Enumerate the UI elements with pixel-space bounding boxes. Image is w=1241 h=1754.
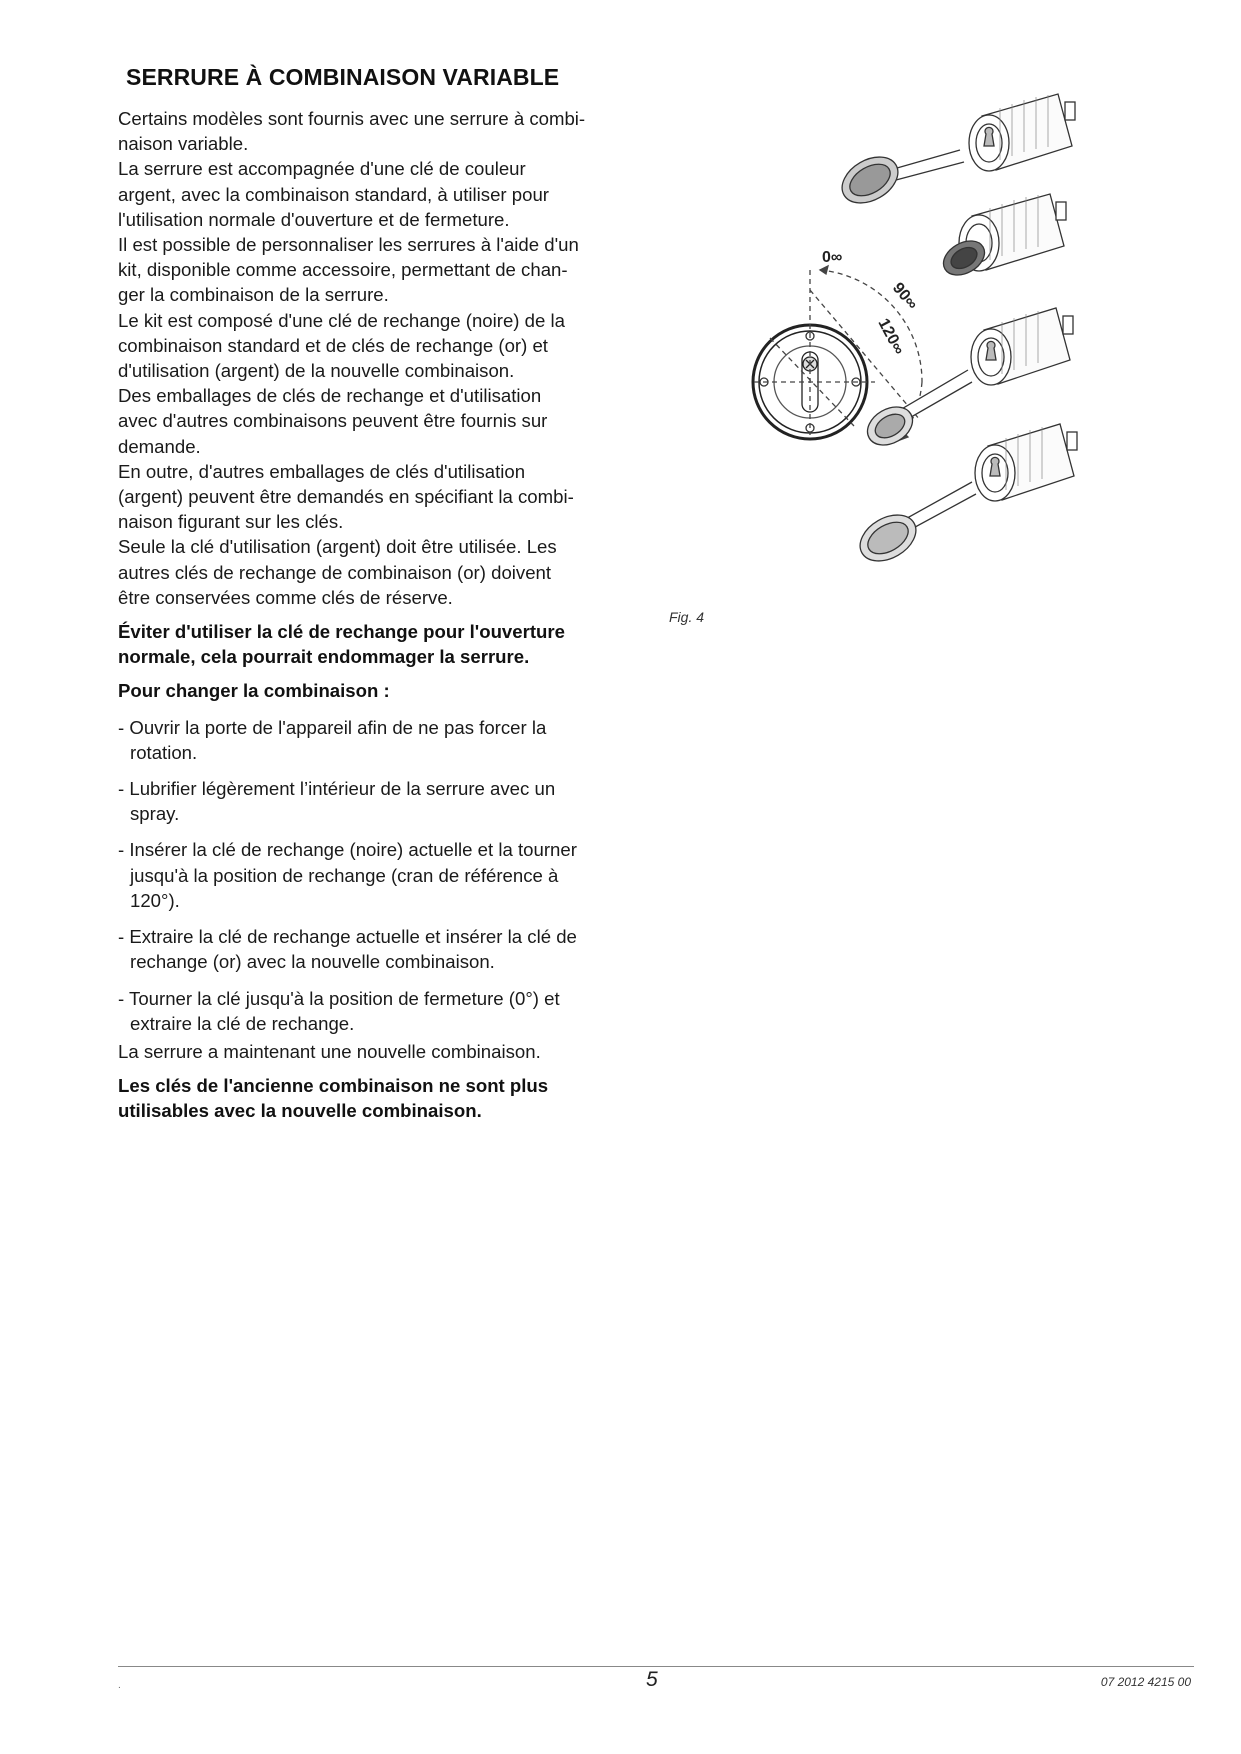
intro-paragraph xyxy=(118,106,643,610)
intro-line: combinaison standard et de clés de rechange (or) et xyxy=(118,334,548,356)
step-item xyxy=(118,776,643,826)
lock-face xyxy=(750,270,875,439)
page-number: 5 xyxy=(646,1668,658,1691)
cylinder-key-2 xyxy=(937,194,1066,282)
step-line: 120°). xyxy=(130,889,180,911)
figure-caption: Fig. 4 xyxy=(669,609,705,625)
step-line: jusqu'à la position de rechange (cran de référence à xyxy=(130,864,559,886)
intro-line: naison figurant sur les clés. xyxy=(118,511,344,533)
result-sentence: La serrure a maintenant une nouvelle combinaison. xyxy=(118,1040,541,1062)
warning-paragraph xyxy=(118,619,643,669)
final-warning-paragraph xyxy=(118,1073,643,1123)
intro-line: Le kit est composé d'une clé de rechange (noire) de la xyxy=(118,309,565,331)
intro-line: (argent) peuvent être demandés en spécifiant la combi- xyxy=(118,486,574,508)
step-line: - Tourner la clé jusqu'à la position de fermeture (0°) et xyxy=(118,987,560,1009)
text-column xyxy=(118,106,643,1124)
intro-line: demande. xyxy=(118,435,201,457)
angle-label-0: 0∞ xyxy=(822,249,843,266)
steps-heading: Pour changer la combinaison : xyxy=(118,680,390,702)
intro-line: avec d'autres combinaisons peuvent être fournis sur xyxy=(118,410,548,432)
step-line: - Lubrifier légèrement l’intérieur de la serrure avec un xyxy=(118,778,556,800)
final-warning-line: utilisables avec la nouvelle combinaison. xyxy=(118,1100,482,1122)
final-warning-line: Les clés de l'ancienne combinaison ne sont plus xyxy=(118,1075,549,1097)
intro-line: autres clés de rechange de combinaison (or) doivent xyxy=(118,561,552,583)
intro-line: Certains modèles sont fournis avec une serrure à combi- xyxy=(118,108,586,129)
step-line: - Ouvrir la porte de l'appareil afin de ne pas forcer la xyxy=(118,716,547,738)
step-item xyxy=(118,986,643,1036)
lock-figure xyxy=(750,90,1090,570)
intro-line: naison variable. xyxy=(118,133,249,155)
step-line: rechange (or) avec la nouvelle combinaison. xyxy=(130,951,495,973)
intro-line: d'utilisation (argent) de la nouvelle combinaison. xyxy=(118,360,515,382)
intro-line: être conservées comme clés de réserve. xyxy=(118,586,453,608)
step-line: rotation. xyxy=(130,741,198,763)
cylinder-key-4 xyxy=(852,424,1077,570)
step-item xyxy=(118,924,643,974)
document-code: 07 2012 4215 00 xyxy=(1100,1675,1191,1689)
intro-line: Des emballages de clés de rechange et d'utilisation xyxy=(118,385,542,407)
step-item xyxy=(118,715,643,765)
step-line: - Extraire la clé de rechange actuelle et insérer la clé de xyxy=(118,926,577,948)
intro-line: ger la combinaison de la serrure. xyxy=(118,284,389,306)
step-line: spray. xyxy=(130,803,180,825)
footer-dot: . xyxy=(118,1680,121,1691)
warning-line: Éviter d'utiliser la clé de rechange pour l'ouverture xyxy=(118,621,565,643)
intro-line: argent, avec la combinaison standard, à utiliser pour xyxy=(118,183,549,205)
intro-line: Il est possible de personnaliser les serrures à l'aide d'un xyxy=(118,234,579,256)
intro-line: Seule la clé d'utilisation (argent) doit être utilisée. Les xyxy=(118,536,557,558)
angle-label-90: 90∞ xyxy=(888,279,921,313)
footer-divider xyxy=(118,1666,1194,1667)
warning-line: normale, cela pourrait endommager la serrure. xyxy=(118,646,530,668)
cylinder-key-1 xyxy=(834,94,1075,212)
intro-line: En outre, d'autres emballages de clés d'utilisation xyxy=(118,460,526,482)
step-line: extraire la clé de rechange. xyxy=(130,1012,355,1034)
intro-line: kit, disponible comme accessoire, permettant de chan- xyxy=(118,259,568,281)
intro-line: l'utilisation normale d'ouverture et de fermeture. xyxy=(118,208,510,230)
angle-label-120: 120∞ xyxy=(874,315,908,358)
intro-line: La serrure est accompagnée d'une clé de couleur xyxy=(118,158,526,180)
step-item xyxy=(118,837,643,913)
page-title: SERRURE À COMBINAISON VARIABLE xyxy=(126,64,560,90)
step-line: - Insérer la clé de rechange (noire) actuelle et la tourner xyxy=(118,839,577,861)
